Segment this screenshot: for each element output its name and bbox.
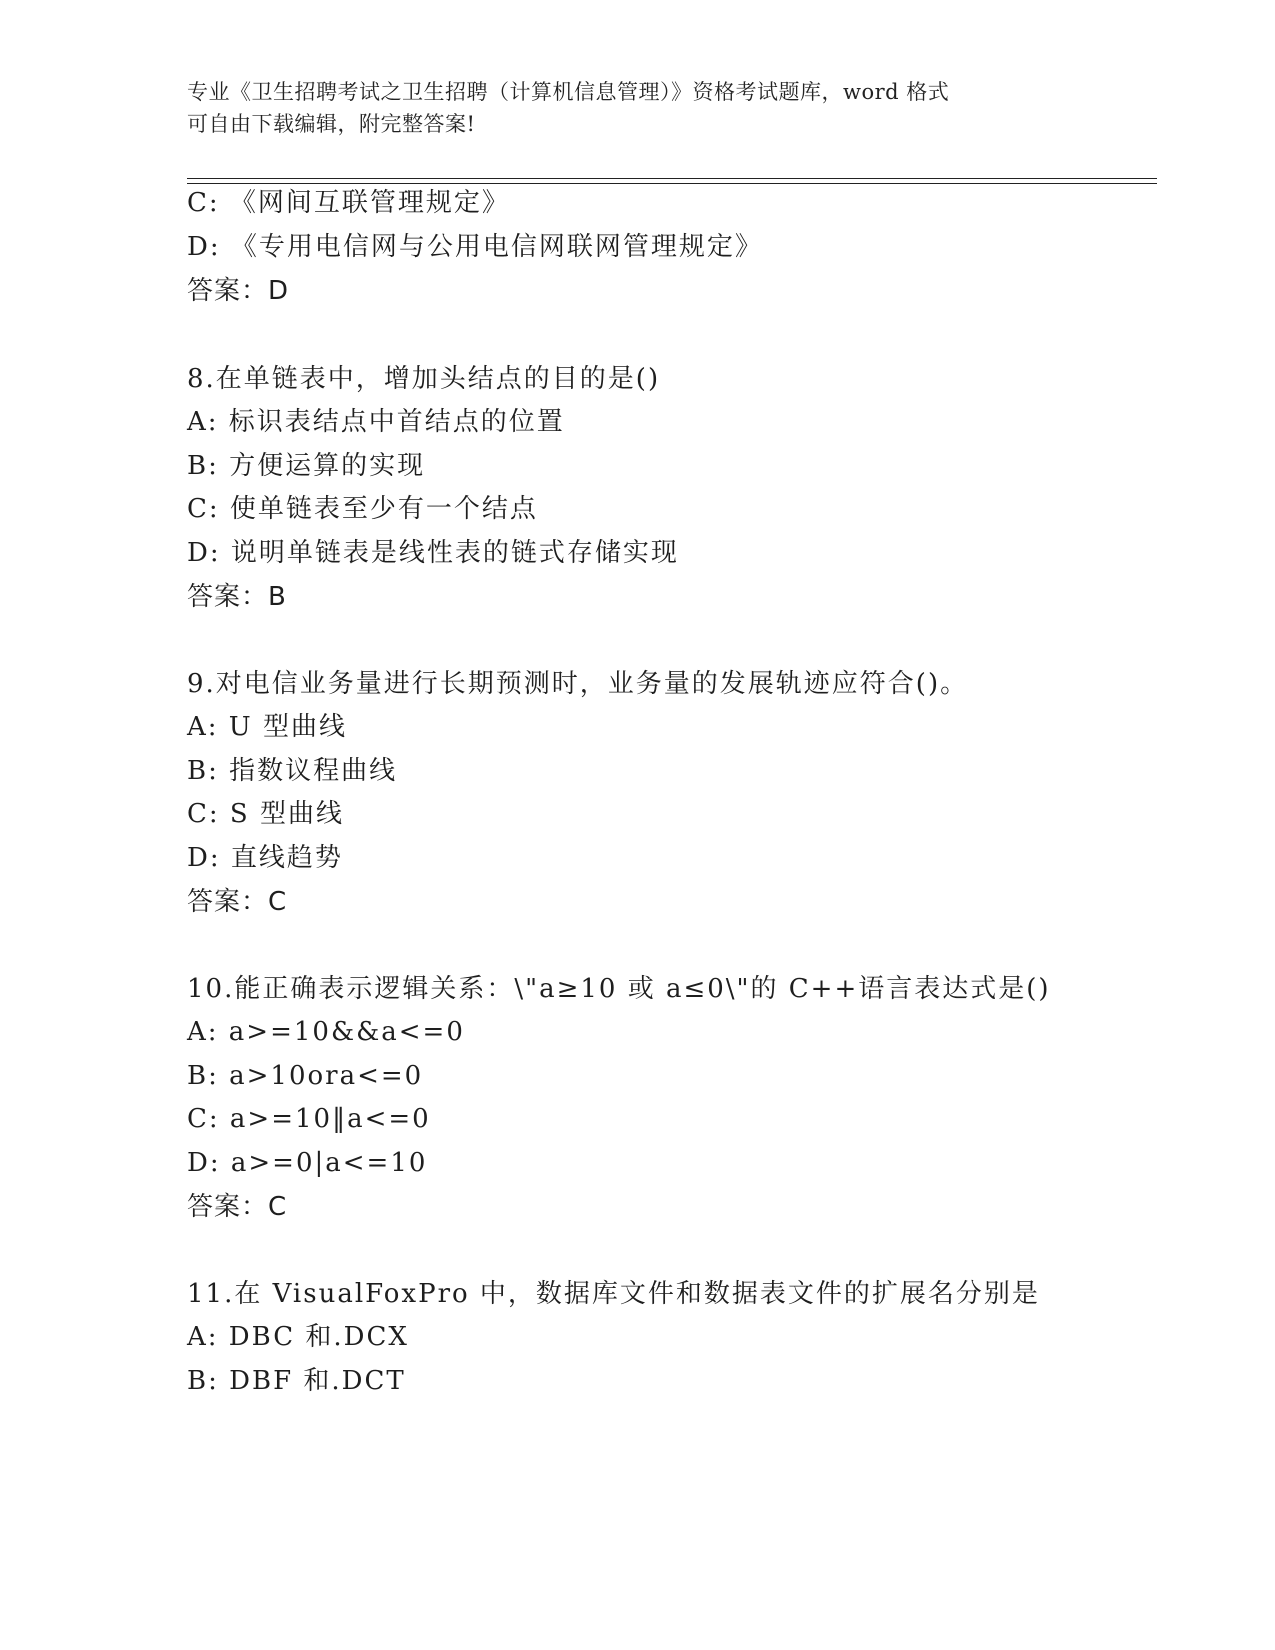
header-line-2: 可自由下载编辑，附完整答案! (187, 112, 476, 136)
option-q10-d: D: a>=0|a<=10 (187, 1148, 428, 1178)
option-q8-a: A: 标识表结点中首结点的位置 (187, 407, 565, 437)
header-divider-bottom (187, 183, 1157, 184)
option-q9-a: A: U 型曲线 (187, 712, 347, 742)
answer-q9: 答案：C (187, 887, 288, 917)
question-9: 9.对电信业务量进行长期预测时，业务量的发展轨迹应符合()。 (187, 669, 969, 699)
question-10: 10.能正确表示逻辑关系：\"a≥10 或 a≤0\"的 C++语言表达式是() (187, 974, 1051, 1004)
option-q9-b: B: 指数议程曲线 (187, 756, 398, 786)
option-q11-a: A: DBC 和.DCX (187, 1322, 409, 1352)
option-q7-d: D: 《专用电信网与公用电信网联网管理规定》 (187, 232, 763, 262)
option-q8-d: D: 说明单链表是线性表的链式存储实现 (187, 538, 679, 568)
answer-q8: 答案：B (187, 582, 287, 612)
option-q9-c: C: S 型曲线 (187, 799, 344, 829)
option-q11-b: B: DBF 和.DCT (187, 1366, 406, 1396)
header-divider-top (187, 178, 1157, 179)
header-line-1: 专业《卫生招聘考试之卫生招聘（计算机信息管理）》资格考试题库，word 格式 (187, 80, 950, 104)
option-q8-b: B: 方便运算的实现 (187, 451, 426, 481)
question-8: 8.在单链表中，增加头结点的目的是() (187, 364, 661, 394)
option-q10-c: C: a>=10‖a<=0 (187, 1104, 431, 1134)
option-q9-d: D: 直线趋势 (187, 843, 343, 873)
answer-q10: 答案：C (187, 1192, 288, 1222)
document-header (187, 76, 1067, 140)
option-q10-a: A: a>=10&&a<=0 (187, 1017, 465, 1047)
option-q10-b: B: a>10ora<=0 (187, 1061, 424, 1091)
option-q8-c: C: 使单链表至少有一个结点 (187, 494, 538, 524)
question-11: 11.在 VisualFoxPro 中，数据库文件和数据表文件的扩展名分别是 (187, 1279, 1040, 1309)
answer-q7: 答案：D (187, 276, 290, 306)
option-q7-c: C: 《网间互联管理规定》 (187, 188, 510, 218)
